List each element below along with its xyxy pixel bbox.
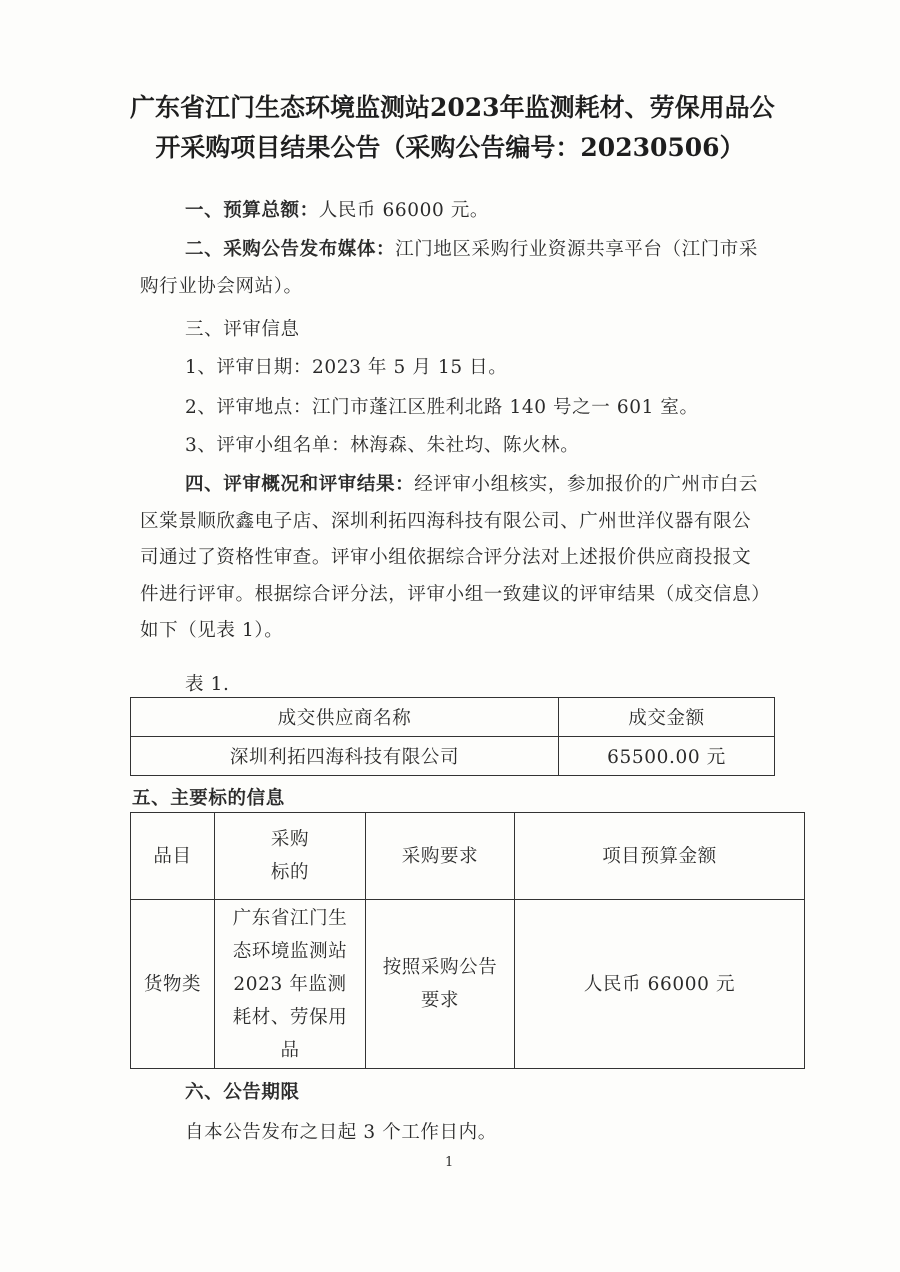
review-heading <box>185 312 300 348</box>
title-line-2: 开采购项目结果公告（采购公告编号：20230506） <box>155 133 745 162</box>
header-cell: 成交供应商名称 <box>131 698 559 737</box>
header-cell: 成交金额 <box>559 698 775 737</box>
table-row <box>131 698 775 737</box>
budget-value: 人民币 66000 元。 <box>318 200 490 221</box>
header-cell: 采购 标的 <box>215 813 366 900</box>
media-paragraph <box>140 232 770 305</box>
budget-label: 一、预算总额： <box>185 200 319 221</box>
media-value: 江门地区采购行业资源共享平台（江门市采购行业协会网站）。 <box>140 239 759 297</box>
requirement-text: 按照采购公告要求 <box>382 957 498 1011</box>
document-title <box>130 88 775 168</box>
section5-heading: 五、主要标的信息 <box>132 788 285 809</box>
subject-table <box>130 812 805 1069</box>
supplier-cell: 深圳利拓四海科技有限公司 <box>131 737 559 776</box>
table1-caption: 表 1. <box>185 674 230 695</box>
requirement-cell <box>366 900 515 1069</box>
table-row <box>131 737 775 776</box>
award-table <box>130 697 775 776</box>
review-panel: 3、评审小组名单：林海森、朱社均、陈火林。 <box>185 435 580 456</box>
title-line-1: 广东省江门生态环境监测站2023年监测耗材、劳保用品公 <box>130 93 775 122</box>
overview-label: 四、评审概况和评审结果： <box>185 474 415 495</box>
page-number: 1 <box>445 1155 454 1170</box>
overview-text: 经评审小组核实，参加报价的广州市白云区棠景顺欣鑫电子店、深圳利拓四海科技有限公司、广州世洋仪器有限公司通过了资格性审查。评审小组依据综合评分法对上述报价供应商投报文件进行评审。根据综合评分法，评审小组一致建议的评审结果（成交信息）如下（见表 1）。 <box>140 474 762 641</box>
header-cell: 项目预算金额 <box>515 813 805 900</box>
section6-heading: 六、公告期限 <box>185 1082 300 1103</box>
budget-cell: 人民币 66000 元 <box>515 900 805 1069</box>
table-row <box>131 813 805 900</box>
review-place: 2、评审地点：江门市蓬江区胜利北路 140 号之一 601 室。 <box>185 397 699 418</box>
section6-text: 自本公告发布之日起 3 个工作日内。 <box>185 1122 497 1143</box>
subject-cell <box>215 900 366 1069</box>
header-cell: 采购要求 <box>366 813 515 900</box>
budget-line <box>185 193 489 229</box>
header-cell: 品目 <box>131 813 215 900</box>
media-label: 二、采购公告发布媒体： <box>185 239 396 260</box>
category-cell: 货物类 <box>131 900 215 1069</box>
table-row <box>131 900 805 1069</box>
amount-cell: 65500.00 元 <box>559 737 775 776</box>
subject-text: 广东省江门生态环境监测站2023 年监测耗材、劳保用品 <box>232 907 348 1061</box>
overview-paragraph <box>140 467 770 650</box>
review-heading-text: 三、评审信息 <box>185 319 300 340</box>
review-date: 1、评审日期：2023 年 5 月 15 日。 <box>185 357 508 378</box>
